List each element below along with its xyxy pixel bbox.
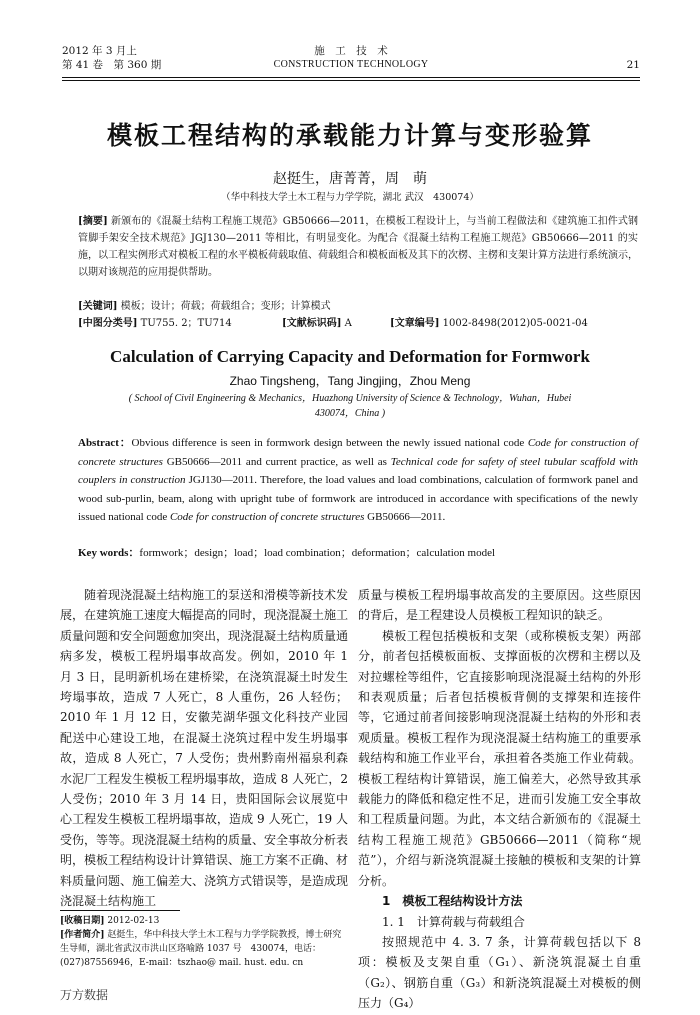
body-paragraph: 随着现浇混凝土结构施工的泵送和滑模等新技术发展，在建筑施工速度大幅提高的同时，现浇混凝土施工质量问题和安全问题愈加突出，现浇混凝土结构质量通病多发，模板工程坍塌事故高发。例如，2010 年 1 月 3 日，昆明新机场在建桥梁，在浇筑混凝土时发生垮塌事故，造成 7 人死亡，8 人重伤，26 人轻伤；2010 年 1 月 12 日，安徽芜湖华强文化科技产业园配送中心建设工地，在混凝土浇筑过程中发生坍塌事故，造成 8 人死亡，7 人受伤；贵州黔南州福泉利森水泥厂工程发生模板工程坍塌事故，造成 8 人死亡，2 人受伤；2010 年 3 月 14 日，贵阳国际会议展览中心工程发生模板工程坍塌事故，造成 9 人死亡，19 人受伤，等等。现浇混凝土结构的质量、安全事故分析表明，模板工程结构设计计算错误、施工方案不正确、材料质量问题、施工偏差大、浇筑方式错误等，是造成现浇混凝土结构施工 [60, 588, 349, 909]
header-journal [62, 44, 640, 72]
section-heading: 1 模板工程结构设计方法 [382, 894, 523, 909]
keywords-cn-text: 模板；设计；荷载；荷载组合；变形；计算模式 [120, 301, 331, 312]
classification-row [78, 315, 638, 332]
body-paragraph: 模板工程包括模板和支架（或称模板支架）两部分，前者包括模板面板、支撑面板的次楞和主楞以及对拉螺栓等组件，它直接影响现浇混凝土结构的外形和表观质量；后者包括模板背侧的支撑架和连接件等，它通过前者间接影响现浇混凝土结构的外形和表观质量。模板工程作为现浇混凝土结构施工的重要承载结构和施工作业平台，承担着各类施工作业荷载。模板工程结构计算错误，施工偏差大，必然导致其承载能力的降低和稳定性不足，进而引发施工安全事故和工程质量问题。为此，本文结合新颁布的《混凝土结构工程施工规范》GB50666—2011（简称“规范”），介绍与新浇筑混凝土接触的模板和支架的计算分析。 [358, 628, 641, 888]
article-no-value: 1002-8498(2012)05-0021-04 [442, 318, 588, 329]
footnote-author [60, 928, 350, 970]
clc-label: [中图分类号] [78, 318, 138, 329]
header-date: 2012 年 3 月上 [62, 45, 137, 57]
abstract-en [78, 434, 638, 527]
footnote-author-text: 赵挺生，华中科技大学土木工程与力学学院教授，博士研究生导师，湖北省武汉市洪山区珞喻路 1037 号 430074，电话：(027)87556946，E-mail：tszhao@ mail. hust. edu. cn [60, 930, 342, 968]
abstract-en-part3: JGJ130—2011. Therefore, the load values and load combinations, calculation of formwork panel and wood sub-purlin, beam, along with upright tube of formwork are introduced in accordance with specifications of the newly issued national code [78, 474, 639, 523]
abstract-en-label: Abstract： [78, 437, 132, 449]
body-column-right [358, 585, 641, 1014]
body-paragraph: 质量与模板工程坍塌事故高发的主要原因。这些原因的背后，是工程建设人员模板工程知识的缺乏。 [358, 588, 641, 623]
footnote-received-label: [收稿日期] [60, 916, 105, 926]
title-cn: 模板工程结构的承载能力计算与变形验算 [106, 121, 593, 150]
body-column-left [60, 585, 348, 912]
abstract-en-part2: GB50666—2011 and current practice, as well as [162, 455, 391, 468]
keywords-en-text: formwork；design；load；load combination；deformation；calculation model [139, 547, 496, 559]
header-rule-thin [62, 80, 640, 81]
body-paragraph: 按照规范中 4. 3. 7 条，计算荷载包括以下 8 项：模板及支架自重（G₁）、新浇筑混凝土自重（G₂）、钢筋自重（G₃）和新浇筑混凝土对模板的侧压力（G₄） [358, 934, 641, 1011]
article-no-label: [文章编号] [390, 318, 440, 329]
footnote-received [60, 914, 350, 928]
abstract-en-part1: Obvious difference is seen in formwork design between the newly issued national code [131, 437, 528, 449]
clc-value: TU755. 2；TU714 [140, 318, 232, 329]
clc-field [78, 318, 232, 329]
header-page-number: 21 [626, 59, 640, 71]
abstract-cn-text: 新颁布的《混凝土结构工程施工规范》GB50666—2011，在模板工程设计上，与当前工程做法和《建筑施工扣件式钢管脚手架安全技术规范》JGJ130—2011 等相比，有明显变化。为配合《混凝土结构工程施工规范》GB50666—2011 的实施，以工程实例形式对模板工程的水平模板荷载取值、荷载组合和模板面板及其下的次楞、主楞和支架计算方法进行系统演示，以期对该规范的应用提供帮助。 [78, 216, 638, 278]
footnote [60, 914, 350, 970]
abstract-cn-label: [摘要] [78, 216, 108, 227]
keywords-cn-label: [关键词] [78, 301, 118, 312]
article-no-field [390, 315, 588, 332]
footnote-rule [60, 910, 180, 911]
header-journal-en: CONSTRUCTION TECHNOLOGY [273, 59, 429, 70]
header-rule-thick [62, 77, 640, 78]
running-header [62, 40, 640, 80]
authors-en: Zhao Tingsheng，Tang Jingjing，Zhou Meng [229, 374, 471, 388]
title-en: Calculation of Carrying Capacity and Deformation for Formwork [110, 347, 590, 366]
subsection-heading: 1. 1 计算荷载与荷载组合 [382, 914, 525, 929]
footnote-received-date: 2012-02-13 [107, 916, 160, 926]
keywords-en [78, 545, 638, 561]
header-journal-cn: 施 工 技 术 [314, 45, 388, 57]
authors-cn: 赵挺生，唐菁菁，周 萌 [273, 171, 427, 187]
metadata-cn [78, 298, 638, 332]
affiliation-en: ( School of Civil Engineering & Mechanics，Huazhong University of Science & Technology，Wuhan，Hubei 430074，China ) [128, 393, 582, 419]
abstract-en-code-title-2: Technical code for safety of steel tubular scaffold with couplers in construction [78, 455, 638, 486]
abstract-cn [78, 213, 638, 281]
footnote-author-label: [作者简介] [60, 930, 105, 940]
keywords-cn [78, 298, 638, 315]
header-volume-issue: 第 41 卷 第 360 期 [62, 59, 162, 71]
abstract-en-code-title-1: Code for construction of concrete structures [78, 437, 638, 468]
doc-code-value: A [344, 318, 352, 329]
watermark-text: 万方数据 [60, 988, 109, 1002]
affiliation-cn: （华中科技大学土木工程与力学学院，湖北 武汉 430074） [221, 192, 479, 203]
keywords-en-label: Key words： [78, 547, 140, 559]
abstract-en-part4: GB50666—2011. [364, 511, 446, 523]
doc-code-label: [文献标识码] [282, 318, 342, 329]
abstract-en-code-title-3: Code for construction of concrete structures [169, 511, 365, 523]
doc-code-field [282, 315, 352, 332]
